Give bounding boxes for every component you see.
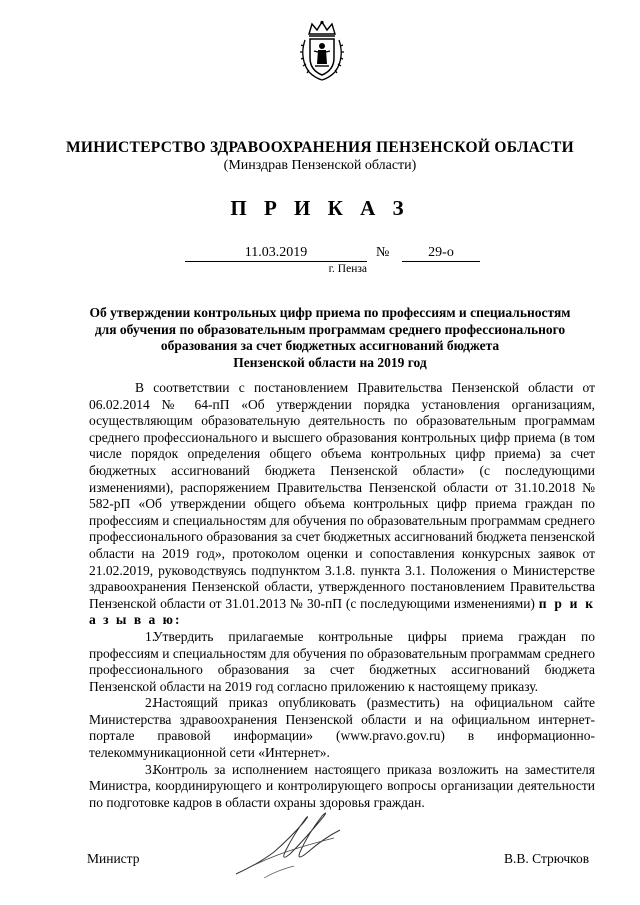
item-text: Настоящий приказ опубликовать (разместить) на официальном сайте Министерства здравоохранения Пензенской области и на официальном интернет-портале правовой информации» (www.pravo.gov.ru) в информационно-телекоммуникационной сети «Интернет». — [89, 695, 595, 761]
item-text: Контроль за исполнением настоящего приказа возложить на заместителя Министра, координирующего и контролирующего вопросы организации деятельности по подготовке кадров в области охраны здоровья граждан. — [89, 761, 595, 810]
ministry-name: МИНИСТЕРСТВО ЗДРАВООХРАНЕНИЯ ПЕНЗЕНСКОЙ ОБЛАСТИ — [65, 139, 575, 156]
command-word: п р и к а з ы в а ю: — [89, 595, 596, 628]
item-number: 1. — [145, 628, 156, 644]
order-body — [89, 380, 595, 811]
order-item-2 — [89, 695, 595, 761]
order-city: г. Пенза — [328, 263, 367, 275]
order-item-1 — [89, 629, 595, 695]
preamble-text: В соответствии с постановлением Правительства Пензенской области от 06.02.2014 № 64-пП «Об утверждении порядка установления организациям, осуществляющим образовательную деятельность по образовательным программам среднего профессионального и высшего образования контрольных цифр приема (в том числе порядок определения общего объема контрольных цифр приема) за счет бюджетных ассигнований бюджета Пензенской области» (с последующими изменениями), распоряжением Правительства Пензенской области от 31.10.2018 № 582-рП «Об утверждении общего объема контрольных цифр приема граждан по профессиям и специальностям для обучения по образовательным программам среднего профессионального образования за счет бюджетных ассигнований бюджета пензенской области на 2019 год», протоколом оценки и сопоставления конкурсных заявок от 21.02.2019, руководствуясь подпунктом 3.1.8. пункта 3.1. Положения о Министерстве здравоохранения Пензенской области, утвержденного постановлением Правительства Пензенской области от 31.01.2013 № 30-пП (с последующими изменениями) — [89, 380, 595, 611]
penza-coat-of-arms-icon — [299, 20, 345, 82]
signer-title: Министр — [87, 851, 140, 866]
item-number: 3. — [145, 761, 156, 777]
number-sign: № — [376, 245, 390, 260]
subject-line: образования за счет бюджетных ассигнований бюджета — [160, 338, 500, 353]
handwritten-signature — [228, 808, 348, 880]
subject-line: Об утверждении контрольных цифр приема по профессиям и специальностям — [89, 305, 571, 320]
ministry-short-name: (Минздрав Пензенской области) — [223, 158, 417, 173]
item-text: Утвердить прилагаемые контрольные цифры приема граждан по профессиям и специальностям для обучения по образовательным программам среднего профессионального образования за счет бюджетных ассигнований бюджета Пензенской области на 2019 год согласно приложению к настоящему приказу. — [89, 628, 595, 694]
item-number: 2. — [145, 695, 156, 711]
signer-name: В.В. Стрючков — [504, 851, 590, 866]
preamble-paragraph — [89, 380, 595, 629]
order-number: 29-о — [402, 245, 480, 262]
subject-line: для обучения по образовательным программам среднего профессионального — [94, 321, 566, 337]
document-type-title: П Р И К А З — [230, 196, 410, 220]
order-subject — [70, 305, 590, 371]
subject-line: Пензенской области на 2019 год — [233, 354, 427, 370]
order-item-3 — [89, 762, 595, 812]
order-date: 11.03.2019 — [185, 245, 367, 262]
